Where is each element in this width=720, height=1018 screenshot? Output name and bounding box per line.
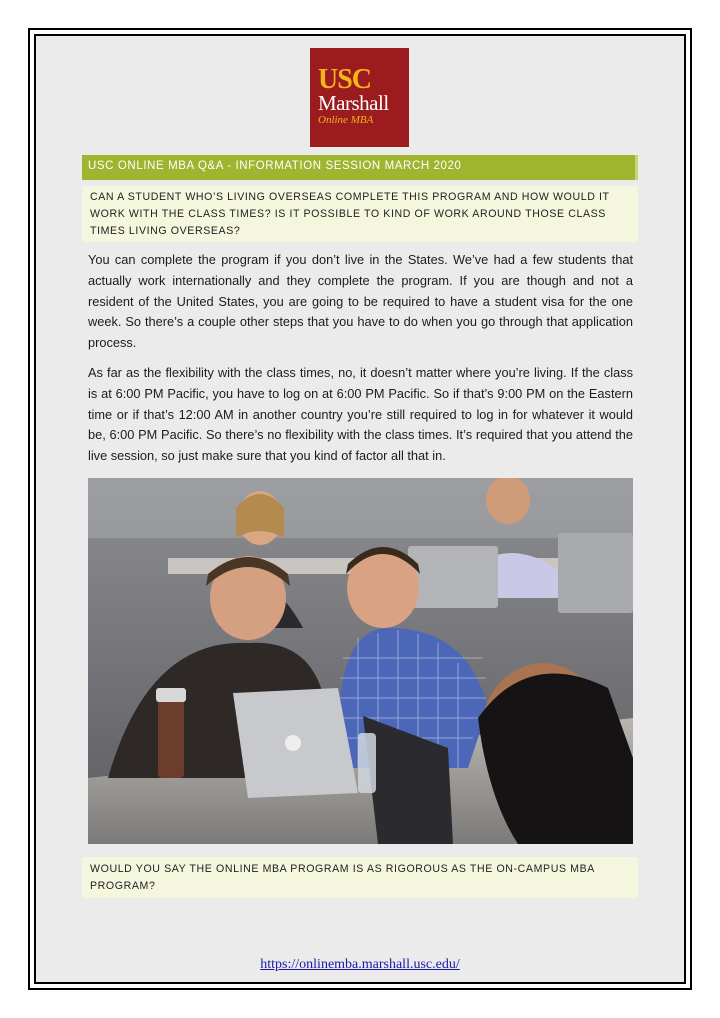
classroom-photo — [88, 478, 633, 844]
question-heading-1: CAN A STUDENT WHO’S LIVING OVERSEAS COMPLETE THIS PROGRAM AND HOW WOULD IT WORK WITH THE CLASS TIMES? IS IT POSSIBLE TO KIND OF WORK AROUND THOSE CLASS TIMES LIVING OVERSEAS? — [82, 186, 638, 242]
website-link[interactable]: https://onlinemba.marshall.usc.edu/ — [260, 957, 460, 972]
classroom-photo-illustration — [88, 478, 633, 844]
logo-marshall-text: Marshall — [318, 91, 389, 115]
usc-marshall-logo — [310, 48, 409, 147]
section-banner: USC ONLINE MBA Q&A - INFORMATION SESSION MARCH 2020 — [82, 155, 638, 180]
logo-usc-text: USC — [318, 64, 372, 95]
answer-paragraph-1: You can complete the program if you don’t live in the States. We’ve had a few students that actually work internationally and they complete the program. If you are though and not a resident of the United States, you are going to be required to have a student visa for the one week. So there’s a couple other steps that you have to do when you go through that application process. — [88, 252, 633, 351]
answer-paragraph-2: As far as the flexibility with the class times, no, it doesn’t matter where you’re living. If the class is at 6:00 PM Pacific, you have to log on at 6:00 PM Pacific. So if that’s 9:00 PM on the Eastern time or if that’s 12:00 AM in another country you’re still required to log in for whatever it would be, 6:00 PM Pacific. So there’s no flexibility with the class times. It’s required that you attend the live session, so just make sure that you kind of factor all that in. — [88, 365, 633, 464]
question-heading-2: WOULD YOU SAY THE ONLINE MBA PROGRAM IS AS RIGOROUS AS THE ON-CAMPUS MBA PROGRAM? — [82, 857, 638, 898]
logo-online-mba-text: Online MBA — [318, 114, 374, 126]
